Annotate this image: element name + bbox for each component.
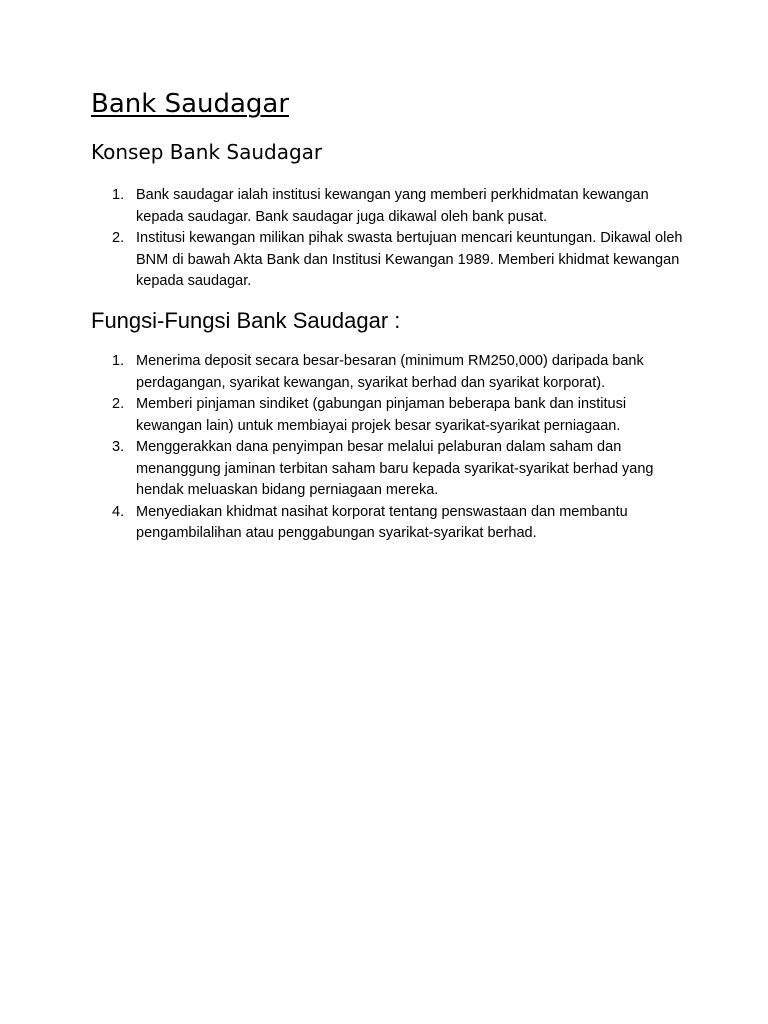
list-item xyxy=(91,502,691,545)
document-title: Bank Saudagar xyxy=(91,89,290,119)
concept-list xyxy=(91,185,691,293)
list-item xyxy=(91,394,691,437)
list-item xyxy=(91,437,691,502)
list-item xyxy=(91,185,691,228)
list-item-text: Menggerakkan dana penyimpan besar melalui pelaburan dalam saham dan menanggung jaminan terbitan saham baru kepada syarikat-syarikat berhad yang hendak meluaskan bidang perniagaan mereka. xyxy=(136,439,654,498)
list-item-number: 4. xyxy=(112,503,125,520)
list-item-text: Menyediakan khidmat nasihat korporat tentang penswastaan dan membantu pengambilalihan atau penggabungan syarikat-syarikat berhad. xyxy=(136,503,628,541)
list-item-number: 2. xyxy=(112,396,125,412)
list-item-text: Bank saudagar ialah institusi kewangan yang memberi perkhidmatan kewangan kepada saudagar. Bank saudagar juga dikawal oleh bank pusat. xyxy=(136,187,649,225)
list-item-text: Memberi pinjaman sindiket (gabungan pinjaman beberapa bank dan institusi kewangan lain) untuk membiayai projek besar syarikat-syarikat perniagaan. xyxy=(136,396,627,434)
list-item-number: 3. xyxy=(112,439,125,455)
list-item xyxy=(91,351,691,394)
functions-heading: Fungsi-Fungsi Bank Saudagar : xyxy=(91,308,401,333)
concept-subtitle: Konsep Bank Saudagar xyxy=(91,140,323,164)
list-item-number: 1. xyxy=(112,187,125,203)
functions-list xyxy=(91,351,691,545)
list-item-number: 2. xyxy=(112,230,125,246)
list-item-text: Institusi kewangan milikan pihak swasta bertujuan mencari keuntungan. Dikawal oleh BNM di bawah Akta Bank dan Institusi Kewangan 1989. Memberi khidmat kewangan kepada saudagar. xyxy=(136,230,683,289)
list-item-text: Menerima deposit secara besar-besaran (minimum RM250,000) daripada bank perdagangan, syarikat kewangan, syarikat berhad dan syarikat korporat). xyxy=(136,353,644,391)
list-item-number: 1. xyxy=(112,353,125,369)
list-item xyxy=(91,228,691,293)
